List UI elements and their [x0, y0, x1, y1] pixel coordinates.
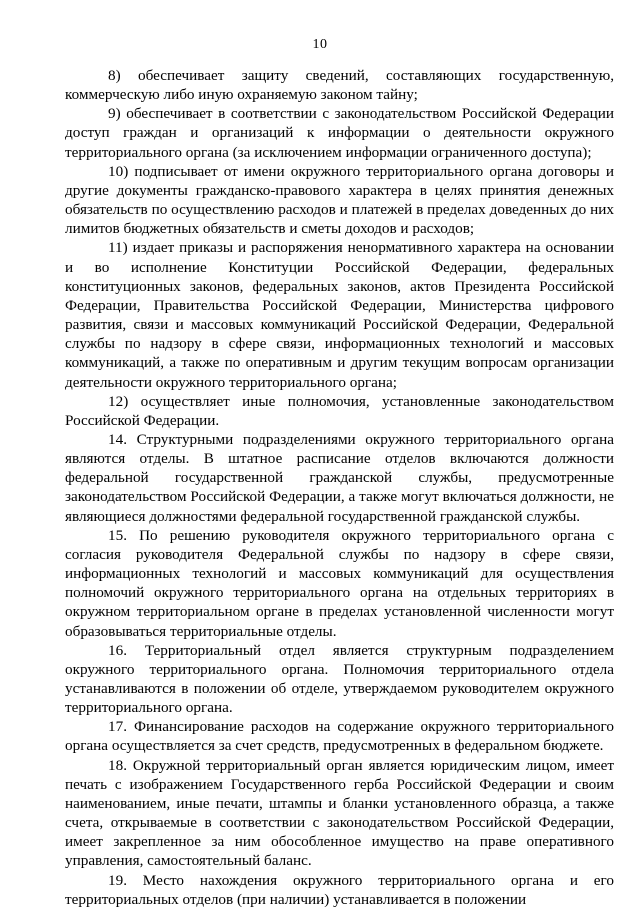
paragraph-item-10: 10) подписывает от имени окружного территориального органа договоры и другие документы гражданско-правового характера в целях принятия денежных обязательств по осуществлению расходов и платежей в пределах доведенных до них лимитов бюджетных обязательств и сметы доходов и расходов; [65, 162, 614, 238]
paragraph-item-9: 9) обеспечивает в соответствии с законодательством Российской Федерации доступ граждан и организаций к информации о деятельности окружного территориального органа (за исключением информации ограниченного доступа); [65, 105, 614, 161]
paragraph-section-15: 15. По решению руководителя окружного территориального органа с согласия руководителя Федеральной службы по надзору в сфере связи, информационных технологий и массовых коммуникаций для осуществления полномочий окружного территориального органа на отдельных территориях в окружном территориальном органе в пределах установленной численности могут образовываться территориальные отделы. [65, 526, 614, 640]
paragraph-section-14: 14. Структурными подразделениями окружного территориального органа являются отделы. В штатное расписание отделов включаются должности федеральной государственной гражданской службы, предусмотренные законодательством Российской Федерации, а также могут включаться должности, не являющиеся должностями федеральной государственной гражданской службы. [65, 430, 614, 525]
paragraph-item-11: 11) издает приказы и распоряжения ненормативного характера на основании и во исполнение Конституции Российской Федерации, федеральных конституционных законов, федеральных законов, актов Президента Российской Федерации, Правительства Российской Федерации, Министерства цифрового развития, связи и массовых коммуникаций Российской Федерации, Федеральной службы по надзору в сфере связи, информационных технологий и массовых коммуникаций, а также по оперативным и другим текущим вопросам организации деятельности окружного территориального органа; [65, 239, 614, 391]
document-body [65, 66, 614, 909]
paragraph-section-16: 16. Территориальный отдел является структурным подразделением окружного территориального органа. Полномочия территориального отдела устанавливаются в положении об отделе, утверждаемом руководителем окружного территориального органа. [65, 641, 614, 717]
page-number: 10 [312, 37, 328, 52]
paragraph-section-19: 19. Место нахождения окружного территориального органа и его территориальных отделов (при наличии) устанавливается в положении [65, 871, 614, 908]
paragraph-item-8: 8) обеспечивает защиту сведений, составляющих государственную, коммерческую либо иную охраняемую законом тайну; [65, 67, 614, 104]
paragraph-section-17: 17. Финансирование расходов на содержание окружного территориального органа осуществляется за счет средств, предусмотренных в федеральном бюджете. [65, 718, 614, 755]
paragraph-item-12: 12) осуществляет иные полномочия, установленные законодательством Российской Федерации. [65, 392, 614, 429]
paragraph-section-18: 18. Окружной территориальный орган является юридическим лицом, имеет печать с изображением Государственного герба Российской Федерации и своим наименованием, иные печати, штампы и бланки установленного образца, а также счета, открываемые в соответствии с законодательством Российской Федерации, имеет закрепленное за ним обособленное имущество на праве оперативного управления, самостоятельный баланс. [65, 756, 614, 870]
